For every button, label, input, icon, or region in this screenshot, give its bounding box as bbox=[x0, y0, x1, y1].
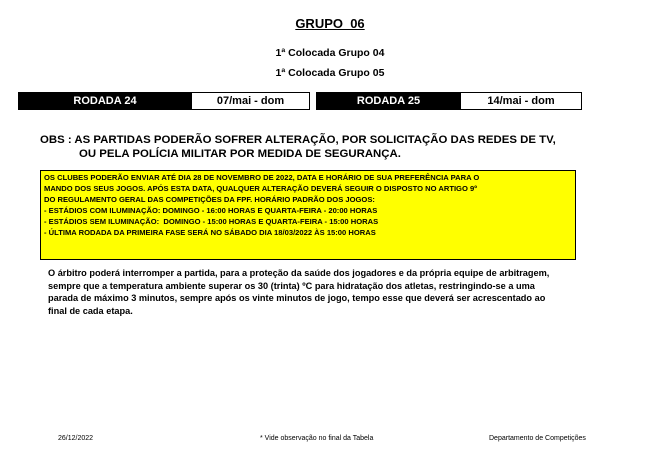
scheduling-notice bbox=[40, 170, 576, 260]
notice-line: - ÚLTIMA RODADA DA PRIMEIRA FASE SERÁ NO SÁBADO DIA 18/03/2022 ÀS 15:00 HORAS bbox=[44, 228, 376, 237]
notice-line: - ESTÁDIOS COM ILUMINAÇÃO: DOMINGO - 16:00 HORAS E QUARTA-FEIRA - 20:00 HORAS bbox=[44, 206, 378, 215]
observation-line-2: OU PELA POLÍCIA MILITAR POR MEDIDA DE SEGURANÇA. bbox=[79, 148, 401, 160]
referee-heat-paragraph bbox=[48, 267, 638, 317]
placement-line-1: 1ª Colocada Grupo 04 bbox=[275, 47, 385, 59]
notice-line: OS CLUBES PODERÃO ENVIAR ATÉ DIA 28 DE NOVEMBRO DE 2022, DATA E HORÁRIO DE SUA PREFERÊNCIA PARA O bbox=[44, 173, 480, 182]
notice-line: DO REGULAMENTO GERAL DAS COMPETIÇÕES DA FPF. HORÁRIO PADRÃO DOS JOGOS: bbox=[44, 195, 375, 204]
notice-line: - ESTÁDIOS SEM ILUMINAÇÃO: DOMINGO - 15:00 HORAS E QUARTA-FEIRA - 15:00 HORAS bbox=[44, 217, 379, 226]
paragraph-line: final de cada etapa. bbox=[48, 305, 133, 316]
footer-note: * Vide observação no final da Tabela bbox=[260, 435, 374, 442]
footer-department: Departamento de Competições bbox=[489, 435, 586, 442]
paragraph-line: sempre que a temperatura ambiente superar os 30 (trinta) ºC para hidratação dos atletas, restringindo-se a uma bbox=[48, 280, 535, 291]
placement-line-2: 1ª Colocada Grupo 05 bbox=[275, 67, 385, 79]
round-date: 14/mai - dom bbox=[460, 93, 581, 109]
round-box-25 bbox=[316, 92, 582, 110]
round-date: 07/mai - dom bbox=[191, 93, 309, 109]
observation-line-1: OBS : AS PARTIDAS PODERÃO SOFRER ALTERAÇÃO, POR SOLICITAÇÃO DAS REDES DE TV, bbox=[40, 134, 556, 146]
observation bbox=[40, 133, 556, 161]
group-title: GRUPO 06 bbox=[295, 16, 365, 31]
notice-line: MANDO DOS SEUS JOGOS. APÓS ESTA DATA, QUALQUER ALTERAÇÃO DEVERÁ SEGUIR O DISPOSTO NO ARTIGO 9º bbox=[44, 184, 477, 193]
footer-date: 26/12/2022 bbox=[58, 435, 94, 442]
round-label: RODADA 24 bbox=[19, 93, 191, 109]
round-box-24 bbox=[18, 92, 310, 110]
round-label: RODADA 25 bbox=[317, 93, 460, 109]
paragraph-line: parada de máximo 3 minutos, sempre após os vinte minutos de jogo, tempo esse que deverá ser acrescentado ao bbox=[48, 293, 546, 304]
paragraph-line: O árbitro poderá interromper a partida, para a proteção da saúde dos jogadores e da própria equipe de arbitragem, bbox=[48, 268, 550, 278]
